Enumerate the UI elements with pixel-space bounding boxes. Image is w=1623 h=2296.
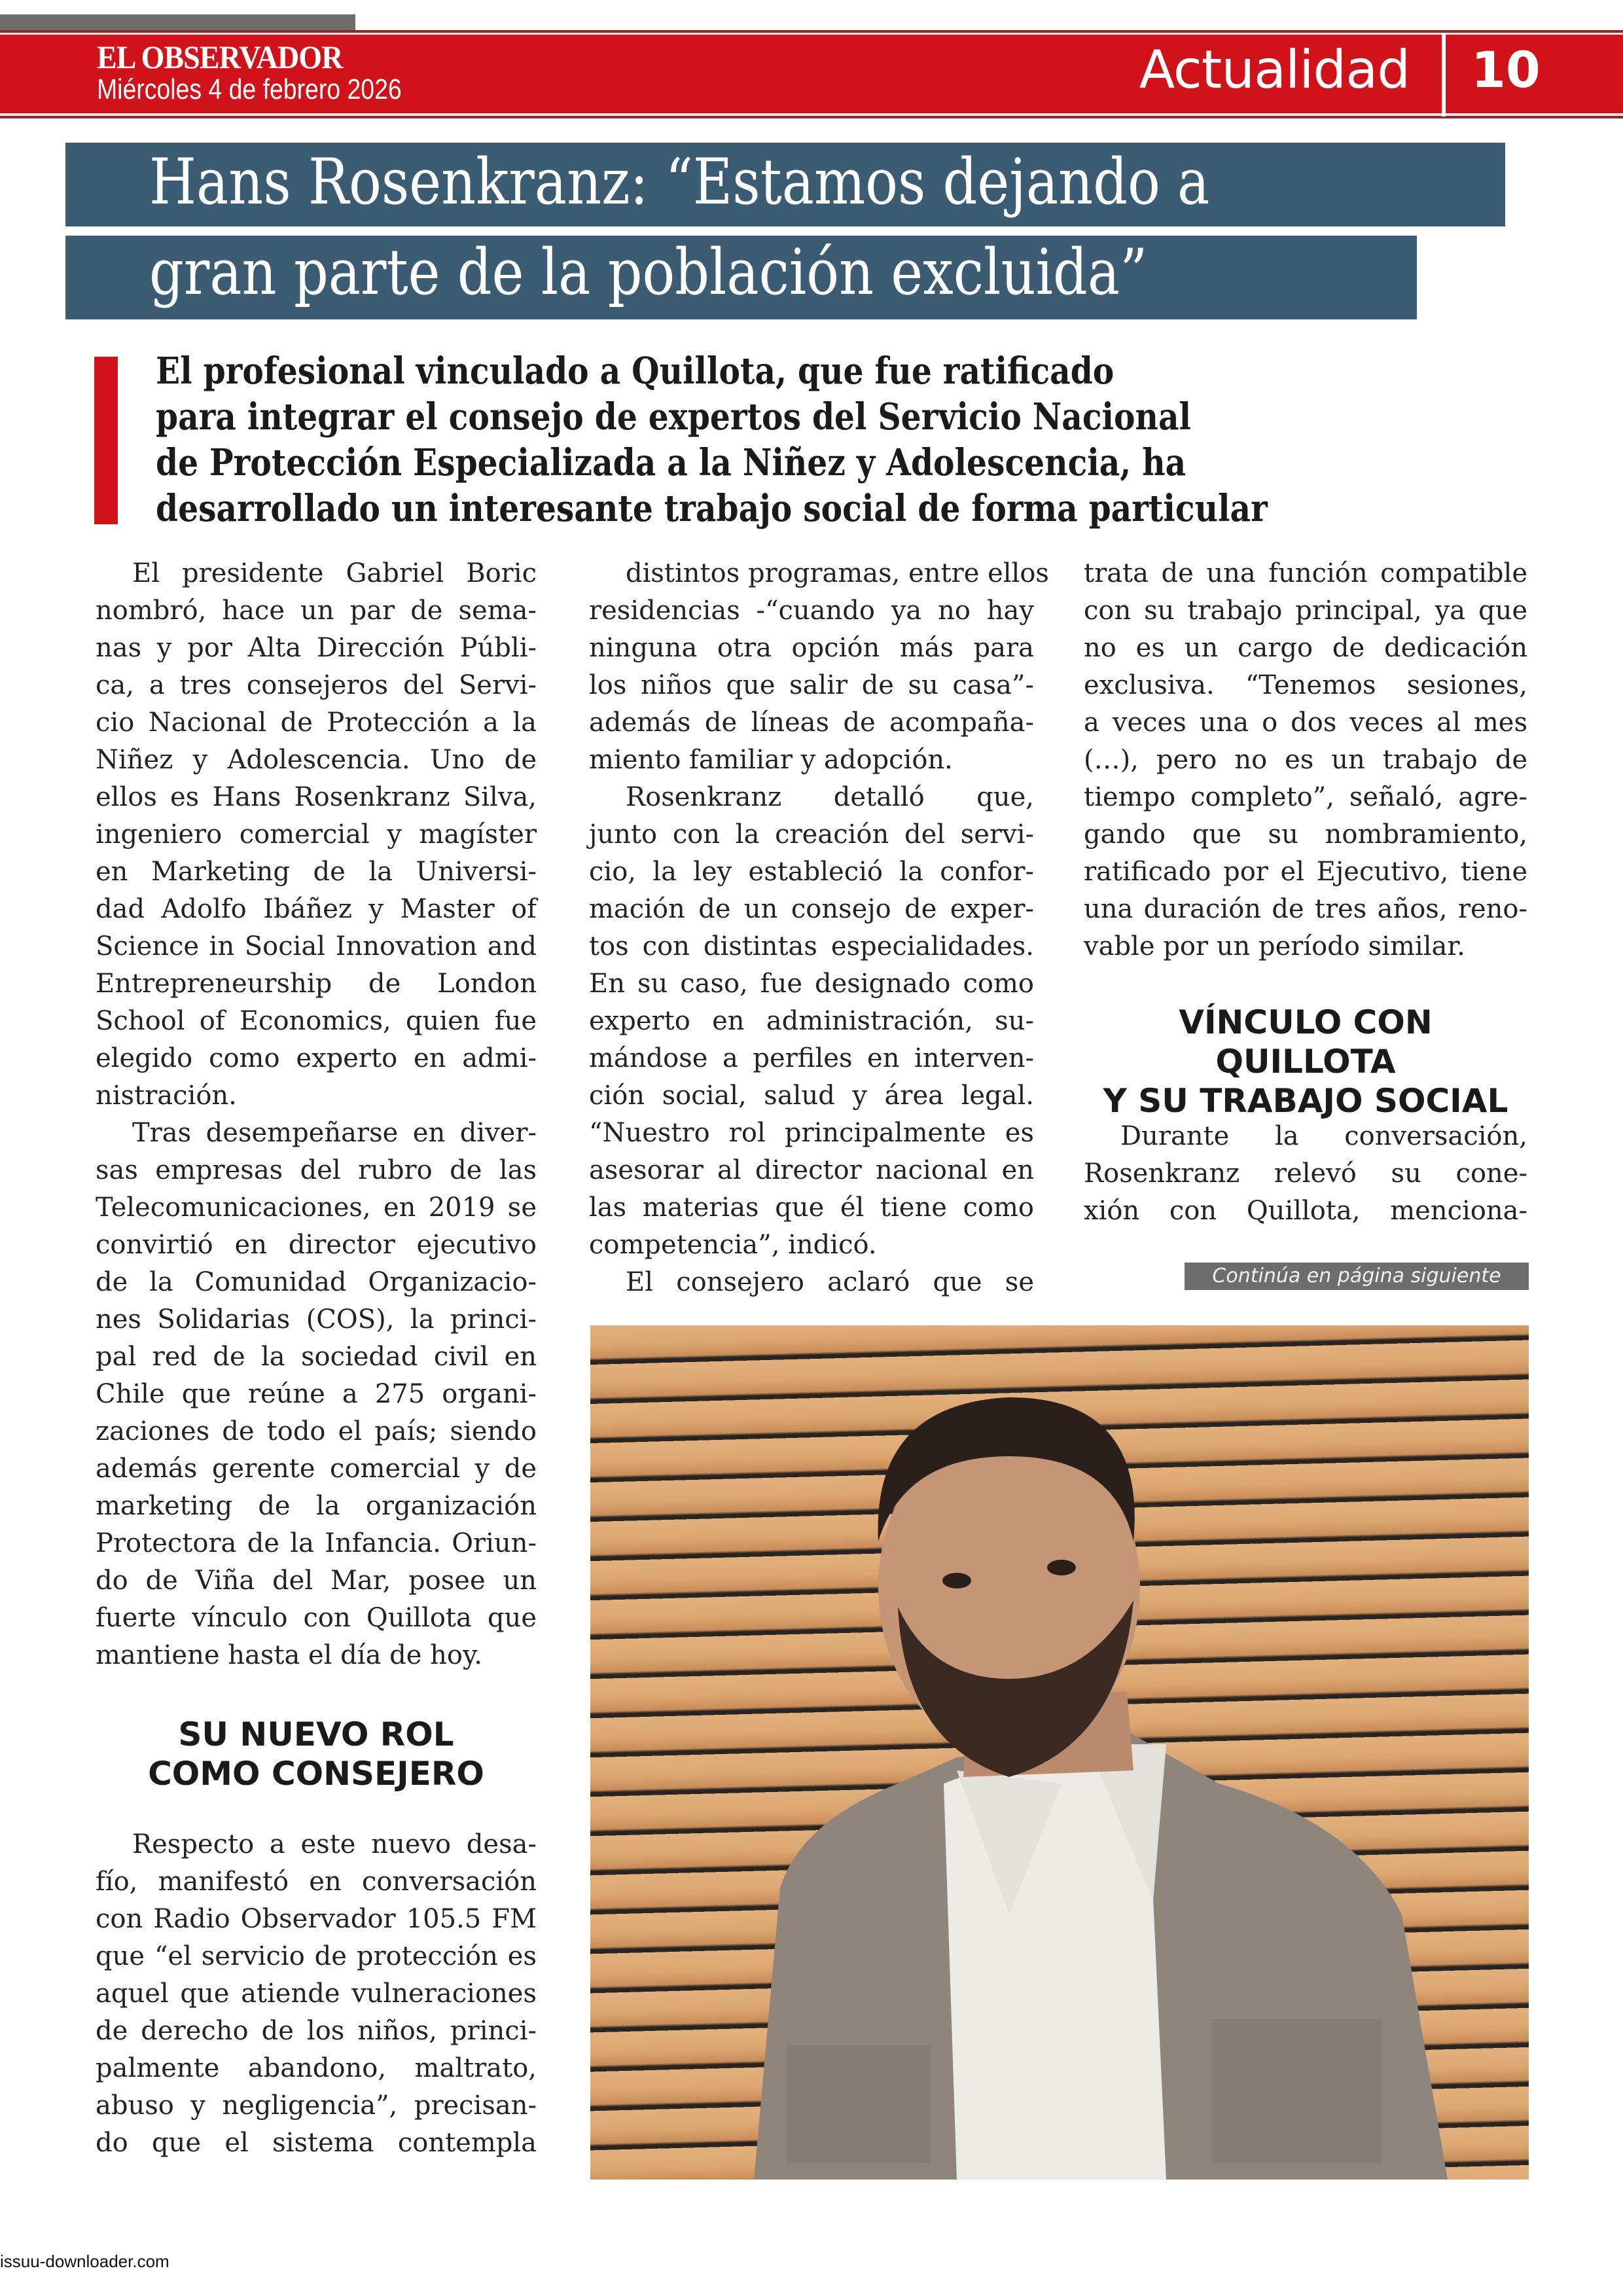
publication-date: Miércoles 4 de febrero 2026 bbox=[97, 73, 402, 105]
body-text-line: ellos es Hans Rosenkranz Silva, bbox=[96, 782, 537, 812]
headline-line-2: gran parte de la población excluida” bbox=[149, 236, 1148, 309]
body-text-line: competencia”, indicó. bbox=[589, 1230, 877, 1260]
body-text-line: Protectora de la Infancia. Oriun- bbox=[96, 1528, 537, 1558]
body-text-line: mantiene hasta el día de hoy. bbox=[96, 1640, 482, 1670]
body-text-line: dad Adolfo Ibáñez y Master of bbox=[96, 894, 537, 924]
body-text-line: junto con la creación del servi- bbox=[589, 819, 1034, 850]
section-name: Actualidad bbox=[1139, 39, 1410, 100]
subhead-vinculo-quillota bbox=[1084, 1003, 1527, 1121]
body-text-line: En su caso, fue designado como bbox=[589, 969, 1034, 999]
body-text-line: palmente abandono, maltrato, bbox=[96, 2053, 537, 2083]
body-text-line: ción social, salud y área legal. bbox=[589, 1081, 1034, 1111]
body-text-line: Chile que reúne a 275 organi- bbox=[96, 1379, 537, 1409]
body-text-line: pal red de la sociedad civil en bbox=[96, 1342, 537, 1372]
body-text-line: en Marketing de la Universi- bbox=[96, 857, 537, 887]
article-deck bbox=[156, 348, 1334, 531]
deck-line: desarrollado un interesante trabajo social de forma particular bbox=[156, 487, 1268, 530]
body-text-line: ingeniero comercial y magíster bbox=[96, 819, 537, 850]
subhead-line: SU NUEVO ROL bbox=[178, 1715, 454, 1753]
body-text-line: convirtió en director ejecutivo bbox=[96, 1230, 537, 1260]
body-text-line: tos con distintas especialidades. bbox=[589, 931, 1034, 961]
body-text-line: do que el sistema contempla bbox=[96, 2128, 537, 2158]
body-text-line: xión con Quillota, menciona- bbox=[1084, 1196, 1527, 1226]
body-text-line: abuso y negligencia”, precisan- bbox=[96, 2090, 537, 2121]
body-text-line: tiempo completo”, señaló, agre- bbox=[1084, 782, 1527, 812]
body-text-line: sas empresas del rubro de las bbox=[96, 1155, 537, 1185]
body-text-line: Telecomunicaciones, en 2019 se bbox=[96, 1193, 537, 1223]
body-text-line: elegido como experto en admi- bbox=[96, 1043, 537, 1073]
body-text-line: Tras desempeñarse en diver- bbox=[132, 1118, 537, 1148]
section-divider bbox=[1442, 33, 1446, 117]
portrait-photo bbox=[590, 1325, 1529, 2179]
body-text-line: una duración de tres años, reno- bbox=[1084, 894, 1527, 924]
body-text-line: con Radio Observador 105.5 FM bbox=[96, 1904, 537, 1934]
body-column-2 bbox=[589, 555, 1049, 1301]
body-text-line: distintos programas, entre ellos bbox=[626, 558, 1049, 588]
subhead-line: VÍNCULO CON QUILLOTA bbox=[1179, 1003, 1433, 1081]
body-text-line: cio Nacional de Protección a la bbox=[96, 708, 537, 738]
body-text-line: miento familiar y adopción. bbox=[589, 745, 953, 775]
continue-next-page-link[interactable]: Continúa en página siguiente bbox=[1185, 1263, 1529, 1290]
body-text-line: nas y por Alta Dirección Públi- bbox=[96, 633, 537, 663]
page-number: 10 bbox=[1471, 41, 1541, 99]
person-illustration bbox=[590, 1325, 1529, 2179]
body-text-line: mación de un consejo de exper- bbox=[589, 894, 1034, 924]
body-text-line: cio, la ley estableció la confor- bbox=[589, 857, 1034, 887]
deck-accent-bar bbox=[94, 357, 118, 524]
subhead-nuevo-rol bbox=[96, 1715, 537, 1793]
body-text-line: School of Economics, quien fue bbox=[96, 1006, 537, 1036]
body-text-line: además de líneas de acompaña- bbox=[589, 708, 1034, 738]
body-text-line: Niñez y Adolescencia. Uno de bbox=[96, 745, 537, 775]
body-text-line: las materias que él tiene como bbox=[589, 1193, 1034, 1223]
body-text-line: experto en administración, su- bbox=[589, 1006, 1034, 1036]
body-column-3 bbox=[1084, 555, 1527, 965]
body-text-line: “Nuestro rol principalmente es bbox=[589, 1118, 1034, 1148]
body-text-line: con su trabajo principal, ya que bbox=[1084, 596, 1527, 626]
body-text-line: marketing de la organización bbox=[96, 1491, 537, 1521]
deck-line: para integrar el consejo de expertos del Servicio Nacional bbox=[156, 395, 1192, 439]
body-text-line: vable por un período similar. bbox=[1084, 931, 1465, 961]
body-text-line: El consejero aclaró que se bbox=[626, 1267, 1034, 1297]
body-text-line: zaciones de todo el país; siendo bbox=[96, 1416, 537, 1446]
body-text-line: nistración. bbox=[96, 1081, 237, 1111]
body-column-1-continued bbox=[96, 1826, 537, 2162]
body-text-line: gando que su nombramiento, bbox=[1084, 819, 1527, 850]
body-column-3-continued bbox=[1084, 1118, 1527, 1230]
body-text-line: (…), pero no es un trabajo de bbox=[1084, 745, 1527, 775]
body-text-line: asesorar al director nacional en bbox=[589, 1155, 1034, 1185]
deck-line: El profesional vinculado a Quillota, que fue ratificado bbox=[156, 350, 1115, 393]
body-text-line: El presidente Gabriel Boric bbox=[132, 558, 537, 588]
body-text-line: exclusiva. “Tenemos sesiones, bbox=[1084, 670, 1527, 700]
body-text-line: residencias -“cuando ya no hay bbox=[589, 596, 1034, 626]
body-text-line: además gerente comercial y de bbox=[96, 1454, 537, 1484]
body-text-line: los niños que salir de su casa”- bbox=[589, 670, 1034, 700]
body-text-line: Rosenkranz detalló que, bbox=[626, 782, 1034, 812]
headline-line-1: Hans Rosenkranz: “Estamos dejando a bbox=[149, 145, 1210, 219]
subhead-line: COMO CONSEJERO bbox=[148, 1755, 484, 1793]
body-text-line: nes Solidarias (COS), la princi- bbox=[96, 1304, 537, 1335]
body-text-line: fuerte vínculo con Quillota que bbox=[96, 1603, 537, 1633]
subhead-line: Y SU TRABAJO SOCIAL bbox=[1103, 1082, 1508, 1120]
body-text-line: Respecto a este nuevo desa- bbox=[132, 1829, 537, 1859]
deck-line: de Protección Especializada a la Niñez y Adolescencia, ha bbox=[156, 441, 1186, 484]
body-text-line: Science in Social Innovation and bbox=[96, 931, 537, 961]
body-text-line: de derecho de los niños, princi- bbox=[96, 2016, 537, 2046]
body-text-line: ratificado por el Ejecutivo, tiene bbox=[1084, 857, 1527, 887]
body-text-line: Entrepreneurship de London bbox=[96, 969, 537, 999]
body-text-line: que “el servicio de protección es bbox=[96, 1941, 537, 1971]
body-text-line: Durante la conversación, bbox=[1120, 1121, 1527, 1151]
body-column-1 bbox=[96, 555, 537, 1674]
body-text-line: ninguna otra opción más para bbox=[589, 633, 1034, 663]
watermark: issuu-downloader.com bbox=[0, 2251, 169, 2271]
body-text-line: a veces una o dos veces al mes bbox=[1084, 708, 1527, 738]
body-text-line: ca, a tres consejeros del Servi- bbox=[96, 670, 537, 700]
body-text-line: nombró, hace un par de sema- bbox=[96, 596, 537, 626]
body-text-line: do de Viña del Mar, posee un bbox=[96, 1566, 537, 1596]
body-text-line: de la Comunidad Organizacio- bbox=[96, 1267, 537, 1297]
body-text-line: fío, manifestó en conversación bbox=[96, 1867, 537, 1897]
body-text-line: aquel que atiende vulneraciones bbox=[96, 1979, 537, 2009]
newspaper-brand: EL OBSERVADOR bbox=[97, 39, 343, 75]
body-text-line: trata de una función compatible bbox=[1084, 558, 1527, 588]
body-text-line: mándose a perfiles en interven- bbox=[589, 1043, 1034, 1073]
body-text-line: no es un cargo de dedicación bbox=[1084, 633, 1527, 663]
body-text-line: Rosenkranz relevó su cone- bbox=[1084, 1158, 1527, 1189]
